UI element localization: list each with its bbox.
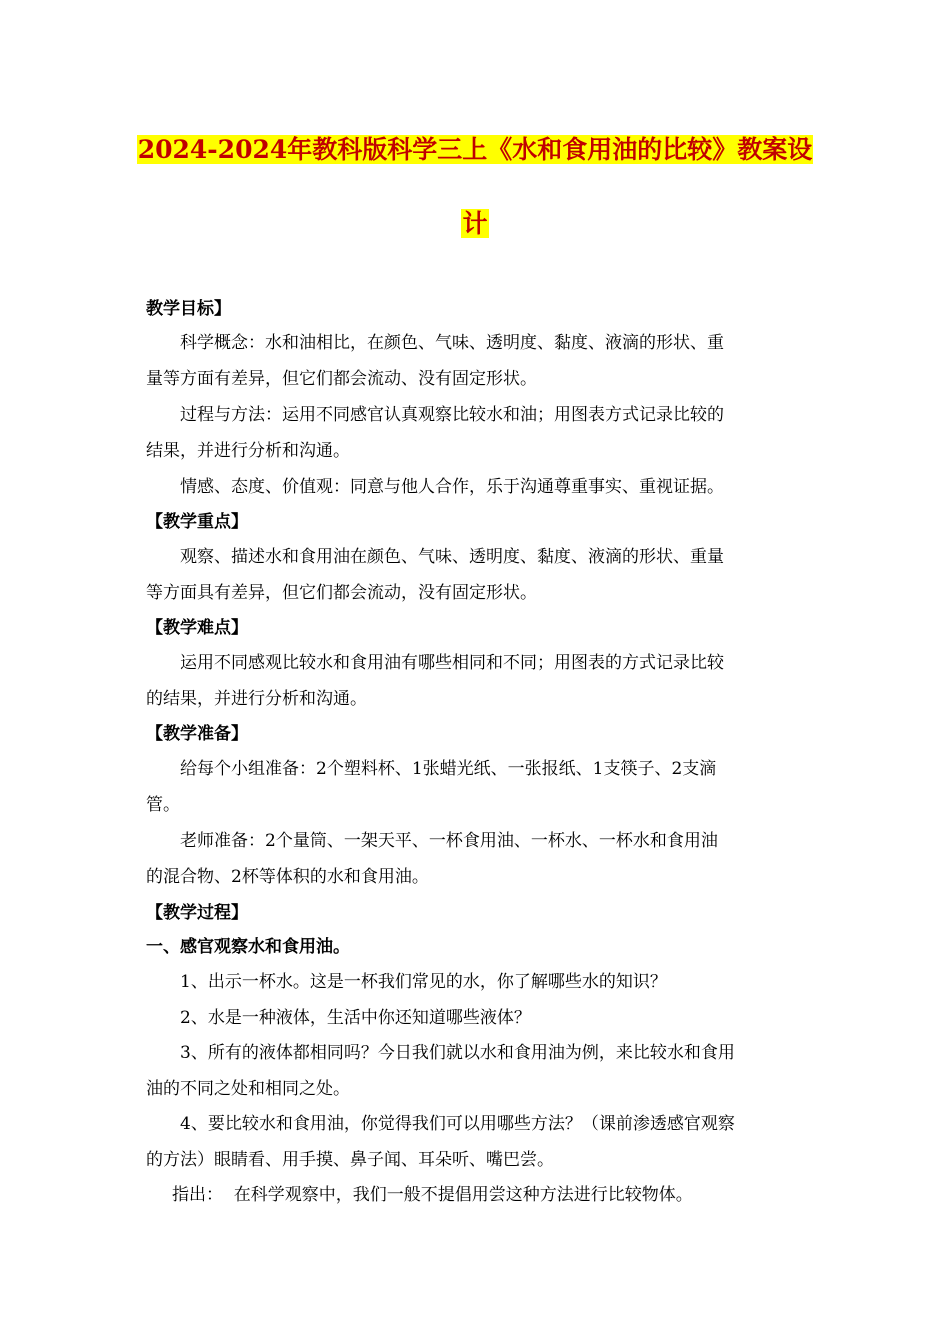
objectives-method-line-2: 结果，并进行分析和沟通。 (146, 441, 350, 461)
objectives-method-line-1: 过程与方法：运用不同感官认真观察比较水和油；用图表方式记录比较的 (180, 405, 724, 425)
process-section-1-heading: 一、感官观察水和食用油。 (146, 937, 350, 957)
key-points-line-1: 观察、描述水和食用油在颜色、气味、透明度、黏度、液滴的形状、重量 (180, 547, 724, 567)
process-step-3-line-2: 油的不同之处和相同之处。 (146, 1079, 350, 1099)
key-points-line-2: 等方面具有差异，但它们都会流动，没有固定形状。 (146, 583, 537, 603)
preparation-heading: 【教学准备】 (146, 724, 248, 744)
objectives-heading: 教学目标】 (146, 299, 231, 319)
preparation-teacher-line-1: 老师准备：2个量筒、一架天平、一杯食用油、一杯水、一杯水和食用油 (180, 831, 718, 851)
document-title-line-1: 2024-2024年教科版科学三上《水和食用油的比较》教案设 (137, 135, 813, 164)
difficulties-line-2: 的结果，并进行分析和沟通。 (146, 689, 367, 709)
preparation-teacher-line-2: 的混合物、2杯等体积的水和食用油。 (146, 867, 429, 887)
difficulties-line-1: 运用不同感观比较水和食用油有哪些相同和不同；用图表的方式记录比较 (180, 653, 724, 673)
process-step-1: 1、出示一杯水。这是一杯我们常见的水，你了解哪些水的知识？ (180, 972, 667, 992)
key-points-heading: 【教学重点】 (146, 512, 248, 532)
document-title-line-2: 计 (462, 209, 488, 238)
preparation-group-line-1: 给每个小组准备：2个塑料杯、1张蜡光纸、一张报纸、1支筷子、2支滴 (180, 759, 717, 779)
process-note: 指出： 在科学观察中，我们一般不提倡用尝这种方法进行比较物体。 (172, 1185, 693, 1205)
process-step-4-line-2: 的方法）眼睛看、用手摸、鼻子闻、耳朵听、嘴巴尝。 (146, 1150, 554, 1170)
process-step-2: 2、水是一种液体，生活中你还知道哪些液体？ (180, 1008, 531, 1028)
process-step-3-line-1: 3、所有的液体都相同吗？今日我们就以水和食用油为例，来比较水和食用 (180, 1043, 735, 1063)
preparation-group-line-2: 管。 (146, 795, 180, 815)
process-step-4-line-1: 4、要比较水和食用油，你觉得我们可以用哪些方法？（课前渗透感官观察 (180, 1114, 735, 1134)
difficulties-heading: 【教学难点】 (146, 618, 248, 638)
process-heading: 【教学过程】 (146, 903, 248, 923)
objectives-concept-line-1: 科学概念：水和油相比，在颜色、气味、透明度、黏度、液滴的形状、重 (180, 333, 724, 353)
objectives-attitude-line: 情感、态度、价值观：同意与他人合作，乐于沟通尊重事实、重视证据。 (180, 477, 724, 497)
objectives-concept-line-2: 量等方面有差异，但它们都会流动、没有固定形状。 (146, 369, 537, 389)
